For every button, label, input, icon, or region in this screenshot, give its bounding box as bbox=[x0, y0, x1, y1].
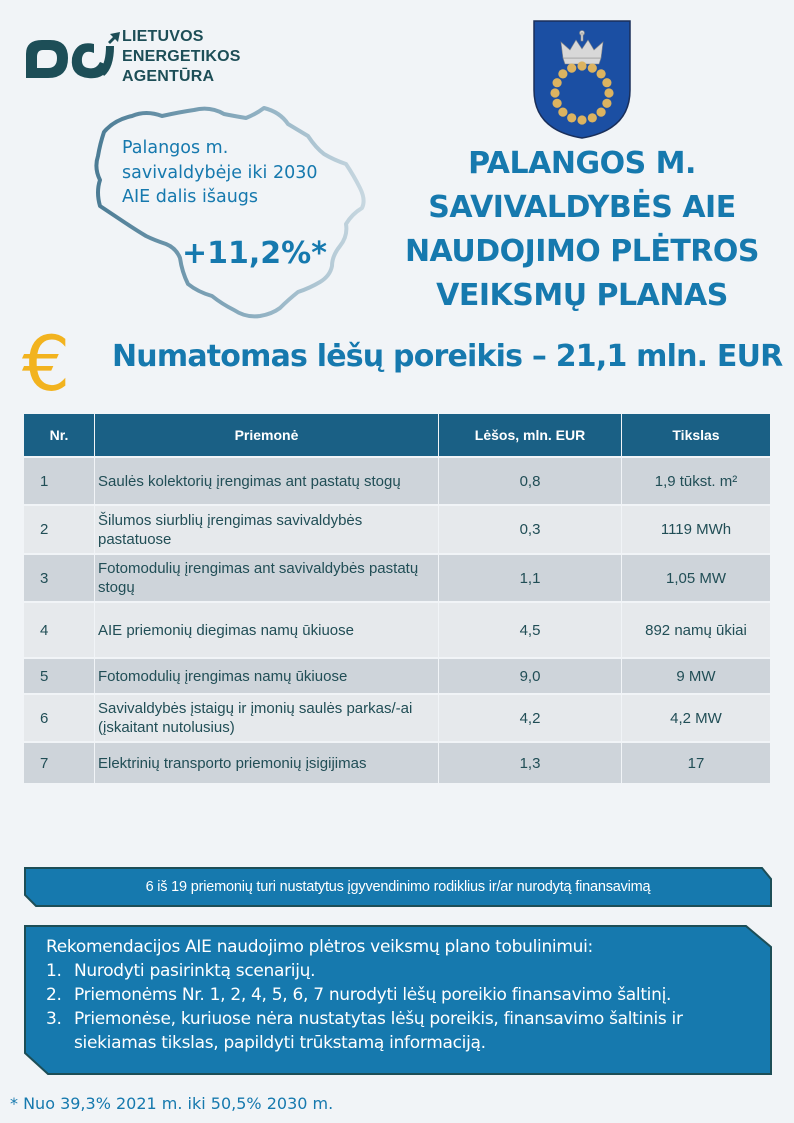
highlight-line: AIE dalis išaugs bbox=[122, 187, 259, 207]
table-row bbox=[24, 658, 770, 694]
bead-icon bbox=[550, 88, 559, 97]
recommendations-box bbox=[24, 925, 772, 1075]
funding-heading: Numatomas lėšų poreikis – 21,1 mln. EUR bbox=[112, 339, 783, 374]
cell-measure: Elektrinių transporto priemonių įsigijimas bbox=[95, 742, 439, 783]
cell-measure: Šilumos siurblių įrengimas savivaldybės pastatuose bbox=[95, 505, 439, 554]
bead-icon bbox=[553, 78, 562, 87]
table-row bbox=[24, 554, 770, 602]
table-row bbox=[24, 505, 770, 554]
cell-measure: Savivaldybės įstaigų ir įmonių saulės parkas/-ai (įskaitant nutolusius) bbox=[95, 694, 439, 742]
table-row bbox=[24, 694, 770, 742]
highlight-line: savivaldybėje iki 2030 bbox=[122, 162, 318, 183]
lithuania-outline-icon bbox=[84, 96, 384, 336]
bead-icon bbox=[558, 69, 567, 78]
bead-icon bbox=[602, 99, 611, 108]
table-row bbox=[24, 742, 770, 783]
banner-text: 6 iš 19 priemonių turi nustatytus įgyvendinimo rodiklius ir/ar nurodytą finansavimą bbox=[145, 879, 651, 895]
cell-target: 892 namų ūkiai bbox=[622, 602, 771, 658]
euro-icon: € bbox=[22, 319, 71, 408]
cell-funds: 1,3 bbox=[439, 742, 622, 783]
header-measure: Priemonė bbox=[95, 414, 439, 457]
title-line: PALANGOS M. bbox=[468, 146, 696, 181]
recommendations-heading: Rekomendacijos AIE naudojimo plėtros veiksmų plano tobulinimui: bbox=[46, 937, 593, 957]
table-row bbox=[24, 602, 770, 658]
table-header-row bbox=[24, 414, 770, 457]
map-highlight bbox=[84, 96, 384, 336]
bead-icon bbox=[567, 64, 576, 73]
cell-nr: 6 bbox=[24, 694, 95, 742]
recommendation-number: 3. bbox=[46, 1009, 62, 1029]
cell-measure: AIE priemonių diegimas namų ūkiuose bbox=[95, 602, 439, 658]
cell-funds: 0,3 bbox=[439, 505, 622, 554]
cell-funds: 0,8 bbox=[439, 457, 622, 505]
agency-name bbox=[122, 27, 241, 87]
header-target: Tikslas bbox=[622, 414, 771, 457]
cell-funds: 4,5 bbox=[439, 602, 622, 658]
highlight-value: +11,2%* bbox=[182, 236, 327, 271]
cell-measure: Fotomodulių įrengimas namų ūkiuose bbox=[95, 658, 439, 694]
recommendation-text: Priemonėms Nr. 1, 2, 4, 5, 6, 7 nurodyti lėšų poreikio finansavimo šaltinį. bbox=[74, 985, 672, 1005]
coat-of-arms-icon bbox=[532, 20, 632, 140]
bead-icon bbox=[577, 61, 586, 70]
bead-icon bbox=[602, 78, 611, 87]
agency-logo bbox=[24, 26, 244, 86]
bead-icon bbox=[567, 113, 576, 122]
recommendation-item bbox=[46, 983, 744, 1007]
title-line: SAVIVALDYBĖS AIE bbox=[428, 190, 736, 225]
cell-funds: 4,2 bbox=[439, 694, 622, 742]
cell-funds: 9,0 bbox=[439, 658, 622, 694]
coat-of-arms bbox=[532, 20, 632, 140]
highlight-line: Palangos m. bbox=[122, 138, 229, 158]
bead-icon bbox=[597, 108, 606, 117]
cell-nr: 7 bbox=[24, 742, 95, 783]
cell-target: 1119 MWh bbox=[622, 505, 771, 554]
agency-name-line: ENERGETIKOS bbox=[122, 48, 241, 65]
cell-funds: 1,1 bbox=[439, 554, 622, 602]
header-funds: Lėšos, mln. EUR bbox=[439, 414, 622, 457]
recommendation-text: Priemonėse, kuriuose nėra nustatytas lėšų poreikis, finansavimo šaltinis ir siekiamas tikslas, papildyti trūkstamą informaciją. bbox=[74, 1009, 683, 1053]
recommendation-number: 2. bbox=[46, 985, 62, 1005]
agency-name-line: AGENTŪRA bbox=[122, 68, 215, 85]
header-nr: Nr. bbox=[24, 414, 95, 457]
bead-icon bbox=[588, 113, 597, 122]
bead-icon bbox=[577, 115, 586, 124]
cell-measure: Saulės kolektorių įrengimas ant pastatų stogų bbox=[95, 457, 439, 505]
cell-nr: 3 bbox=[24, 554, 95, 602]
recommendation-text: Nurodyti pasirinktą scenarijų. bbox=[74, 961, 316, 981]
bead-icon bbox=[604, 88, 613, 97]
measures-summary-banner bbox=[24, 867, 772, 907]
cell-nr: 1 bbox=[24, 457, 95, 505]
bead-icon bbox=[588, 64, 597, 73]
cell-target: 4,2 MW bbox=[622, 694, 771, 742]
highlight-description bbox=[122, 136, 318, 210]
cell-measure: Fotomodulių įrengimas ant savivaldybės pastatų stogų bbox=[95, 554, 439, 602]
agency-name-line: LIETUVOS bbox=[122, 28, 204, 45]
cell-target: 1,9 tūkst. m² bbox=[622, 457, 771, 505]
cell-nr: 4 bbox=[24, 602, 95, 658]
agency-logo-icon bbox=[24, 30, 120, 82]
title-line: NAUDOJIMO PLĖTROS bbox=[404, 234, 760, 269]
recommendation-item bbox=[46, 959, 744, 983]
cell-target: 9 MW bbox=[622, 658, 771, 694]
page-title bbox=[400, 142, 764, 318]
table-row bbox=[24, 457, 770, 505]
bead-icon bbox=[558, 108, 567, 117]
cell-nr: 2 bbox=[24, 505, 95, 554]
bead-icon bbox=[553, 99, 562, 108]
cell-target: 1,05 MW bbox=[622, 554, 771, 602]
cell-target: 17 bbox=[622, 742, 771, 783]
recommendation-item bbox=[46, 1007, 744, 1055]
recommendation-number: 1. bbox=[46, 961, 62, 981]
bead-icon bbox=[597, 69, 606, 78]
cell-nr: 5 bbox=[24, 658, 95, 694]
recommendations-list bbox=[46, 959, 744, 1055]
title-line: VEIKSMŲ PLANAS bbox=[436, 278, 728, 313]
footnote: * Nuo 39,3% 2021 m. iki 50,5% 2030 m. bbox=[10, 1094, 334, 1113]
measures-table bbox=[24, 414, 770, 783]
